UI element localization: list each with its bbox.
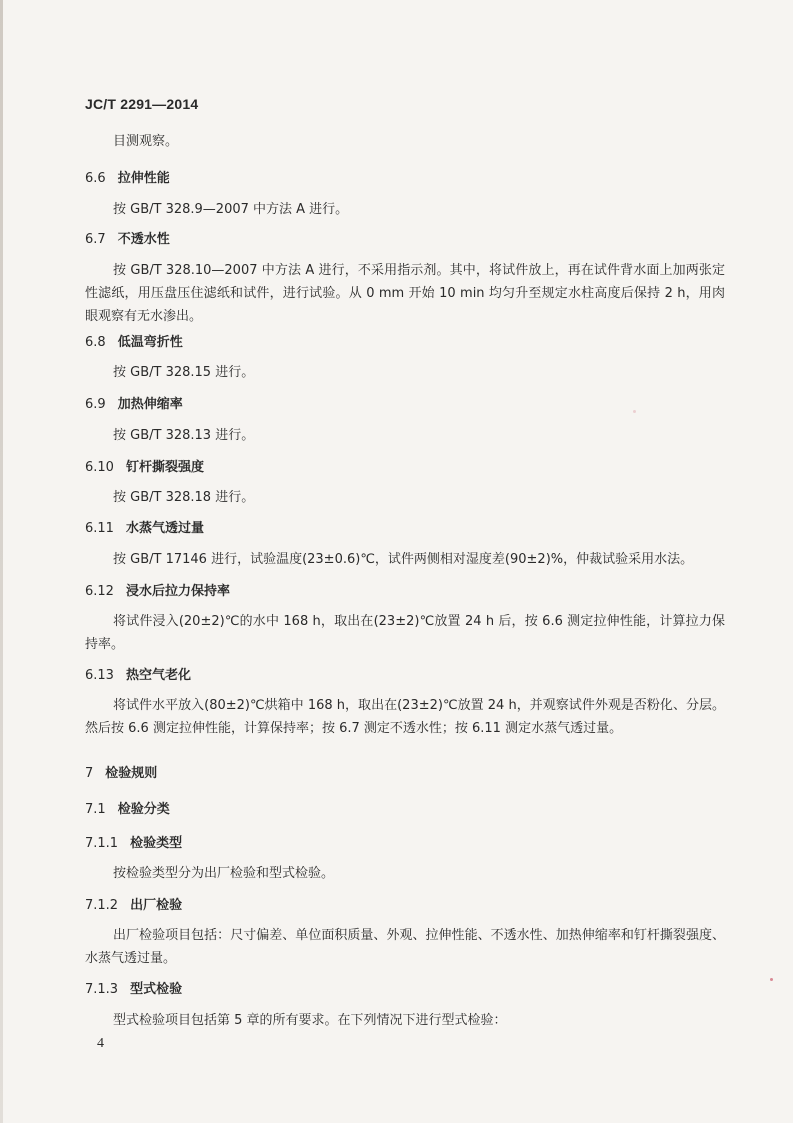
section-number: 6.6 — [85, 171, 106, 186]
scan-speck — [770, 978, 773, 981]
section-6-10-text: 按 GB/T 328.18 进行。 — [113, 490, 255, 505]
standard-code: JC/T 2291—2014 — [85, 96, 199, 112]
intro-text: 目测观察。 — [113, 134, 179, 149]
section-6-11-heading — [85, 517, 725, 536]
section-6-12-heading — [85, 580, 725, 599]
section-6-7-text: 按 GB/T 328.10—2007 中方法 A 进行，不采用指示剂。其中，将试件放上，再在试件背水面上加两张定性滤纸，用压盘压住滤纸和试件，进行试验。从 0 mm 开始 10 min 均匀升至规定水柱高度后保持 2 h，用肉眼观察有无水渗出。 — [85, 263, 725, 324]
section-7-1-3-text: 型式检验项目包括第 5 章的所有要求。在下列情况下进行型式检验： — [113, 1013, 507, 1028]
section-title: 型式检验 — [130, 982, 183, 997]
section-number: 6.10 — [85, 460, 114, 475]
section-title: 检验规则 — [105, 766, 158, 781]
section-6-9-text: 按 GB/T 328.13 进行。 — [113, 428, 255, 443]
section-6-11-text: 按 GB/T 17146 进行，试验温度(23±0.6)℃，试件两侧相对湿度差(90±2)%，仲裁试验采用水法。 — [113, 552, 694, 567]
section-6-6-heading — [85, 167, 725, 186]
section-7-1-heading — [85, 798, 725, 817]
section-number: 6.11 — [85, 521, 114, 536]
section-title: 不透水性 — [117, 232, 170, 247]
section-number: 7.1.1 — [85, 836, 119, 851]
chapter-7-heading — [85, 762, 725, 781]
section-7-1-3-heading — [85, 978, 725, 997]
section-6-10-heading — [85, 456, 725, 475]
section-6-8-heading — [85, 331, 725, 350]
scan-edge — [0, 0, 3, 1123]
section-6-12-text: 将试件浸入(20±2)℃的水中 168 h，取出在(23±2)℃放置 24 h 后，按 6.6 测定拉伸性能，计算拉力保持率。 — [85, 614, 725, 652]
section-title: 水蒸气透过量 — [125, 521, 204, 536]
page-number: 4 — [97, 1036, 104, 1051]
section-number: 7.1 — [85, 802, 106, 817]
section-title: 出厂检验 — [130, 898, 183, 913]
section-6-6-text: 按 GB/T 328.9—2007 中方法 A 进行。 — [113, 202, 349, 217]
section-7-1-1-heading — [85, 832, 725, 851]
section-title: 拉伸性能 — [117, 171, 170, 186]
section-title: 钉杆撕裂强度 — [125, 460, 204, 475]
section-6-8-text: 按 GB/T 328.15 进行。 — [113, 365, 255, 380]
section-7-1-2-heading — [85, 894, 725, 913]
section-number: 7 — [85, 766, 94, 781]
section-number: 7.1.3 — [85, 982, 119, 997]
section-title: 检验类型 — [130, 836, 183, 851]
section-title: 浸水后拉力保持率 — [125, 584, 230, 599]
section-number: 7.1.2 — [85, 898, 119, 913]
section-6-13-text: 将试件水平放入(80±2)℃烘箱中 168 h，取出在(23±2)℃放置 24 h，并观察试件外观是否粉化、分层。然后按 6.6 测定拉伸性能，计算保持率；按 6.7 测定不透水性；按 6.11 测定水蒸气透过量。 — [85, 698, 725, 736]
section-title: 低温弯折性 — [117, 335, 183, 350]
section-number: 6.9 — [85, 397, 106, 412]
section-7-1-1-text: 按检验类型分为出厂检验和型式检验。 — [113, 866, 335, 881]
section-7-1-2-text: 出厂检验项目包括：尺寸偏差、单位面积质量、外观、拉伸性能、不透水性、加热伸缩率和钉杆撕裂强度、水蒸气透过量。 — [85, 928, 725, 966]
section-title: 热空气老化 — [125, 668, 191, 683]
section-6-9-heading — [85, 393, 725, 412]
section-6-13-heading — [85, 664, 725, 683]
section-number: 6.12 — [85, 584, 114, 599]
section-number: 6.7 — [85, 232, 106, 247]
section-title: 加热伸缩率 — [117, 397, 183, 412]
section-6-7-heading — [85, 228, 725, 247]
section-title: 检验分类 — [117, 802, 170, 817]
section-number: 6.8 — [85, 335, 106, 350]
scan-speck — [633, 410, 636, 413]
section-number: 6.13 — [85, 668, 114, 683]
